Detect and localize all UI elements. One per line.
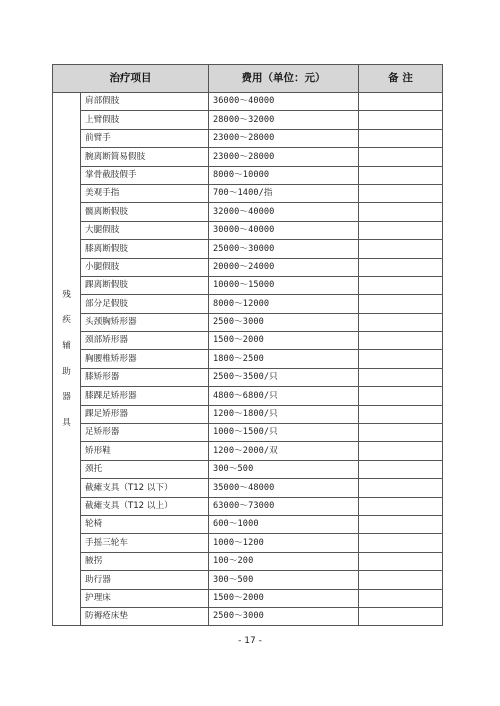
fee-cell: 2500～3000	[209, 313, 359, 331]
item-cell: 美观手指	[81, 184, 209, 202]
note-cell	[359, 129, 443, 147]
fee-table	[52, 64, 443, 626]
fee-cell: 20000～24000	[209, 258, 359, 276]
table-row	[53, 221, 443, 239]
item-cell: 腋拐	[81, 552, 209, 570]
note-cell	[359, 221, 443, 239]
fee-cell: 1000～1500/只	[209, 424, 359, 442]
item-cell: 踝离断假肢	[81, 276, 209, 294]
category-char: 辅	[62, 341, 71, 352]
item-cell: 颈部矫形器	[81, 332, 209, 350]
item-cell: 头颈胸矫形器	[81, 313, 209, 331]
fee-cell: 300～500	[209, 571, 359, 589]
note-cell	[359, 460, 443, 478]
fee-cell: 1000～1200	[209, 534, 359, 552]
note-cell	[359, 368, 443, 386]
note-cell	[359, 276, 443, 294]
item-cell: 肩部假肢	[81, 93, 209, 111]
table-header-row	[53, 65, 443, 93]
table-row	[53, 276, 443, 294]
note-cell	[359, 552, 443, 570]
fee-cell: 10000～15000	[209, 276, 359, 294]
fee-cell: 4800～6800/只	[209, 387, 359, 405]
note-cell	[359, 166, 443, 184]
item-cell: 手摇三轮车	[81, 534, 209, 552]
fee-cell: 100～200	[209, 552, 359, 570]
fee-cell: 1500～2000	[209, 589, 359, 607]
item-cell: 踝足矫形器	[81, 405, 209, 423]
table-row	[53, 258, 443, 276]
table-row	[53, 350, 443, 368]
note-cell	[359, 405, 443, 423]
note-cell	[359, 424, 443, 442]
item-cell: 髋离断假肢	[81, 203, 209, 221]
note-cell	[359, 258, 443, 276]
category-cell	[53, 93, 81, 626]
note-cell	[359, 313, 443, 331]
item-cell: 足矫形器	[81, 424, 209, 442]
item-cell: 截瘫支具（T12 以下）	[81, 479, 209, 497]
table-row	[53, 460, 443, 478]
page-number: - 17 -	[238, 636, 262, 646]
fee-cell: 8000～12000	[209, 295, 359, 313]
note-cell	[359, 203, 443, 221]
table-row	[53, 387, 443, 405]
fee-cell: 1200～2000/双	[209, 442, 359, 460]
item-cell: 腕离断简易假肢	[81, 148, 209, 166]
table-row	[53, 332, 443, 350]
table-row	[53, 424, 443, 442]
item-cell: 大腿假肢	[81, 221, 209, 239]
table-row	[53, 166, 443, 184]
fee-cell: 25000～30000	[209, 240, 359, 258]
table-body	[53, 93, 443, 626]
fee-cell: 2500～3500/只	[209, 368, 359, 386]
note-cell	[359, 240, 443, 258]
fee-cell: 63000～73000	[209, 497, 359, 515]
note-cell	[359, 589, 443, 607]
table-row	[53, 479, 443, 497]
table-row	[53, 129, 443, 147]
note-cell	[359, 607, 443, 625]
table-row	[53, 589, 443, 607]
item-cell: 小腿假肢	[81, 258, 209, 276]
item-cell: 掌骨截肢假手	[81, 166, 209, 184]
category-char: 器	[62, 392, 71, 403]
header-note: 备 注	[359, 65, 443, 93]
note-cell	[359, 93, 443, 111]
category-char: 助	[62, 366, 71, 377]
fee-cell: 36000～40000	[209, 93, 359, 111]
note-cell	[359, 534, 443, 552]
note-cell	[359, 332, 443, 350]
table-row	[53, 571, 443, 589]
table-row	[53, 442, 443, 460]
category-char: 疾	[62, 315, 71, 326]
fee-cell: 23000～28000	[209, 148, 359, 166]
note-cell	[359, 295, 443, 313]
note-cell	[359, 571, 443, 589]
item-cell: 颈托	[81, 460, 209, 478]
note-cell	[359, 184, 443, 202]
fee-cell: 1500～2000	[209, 332, 359, 350]
note-cell	[359, 515, 443, 533]
fee-cell: 1800～2500	[209, 350, 359, 368]
table-row	[53, 534, 443, 552]
item-cell: 前臂手	[81, 129, 209, 147]
header-fee: 费用（单位：元）	[209, 65, 359, 93]
table-row	[53, 497, 443, 515]
item-cell: 膝矫形器	[81, 368, 209, 386]
table-row	[53, 93, 443, 111]
fee-cell: 28000～32000	[209, 111, 359, 129]
fee-cell: 2500～3000	[209, 607, 359, 625]
table-row	[53, 203, 443, 221]
item-cell: 部分足假肢	[81, 295, 209, 313]
table-row	[53, 184, 443, 202]
item-cell: 矫形鞋	[81, 442, 209, 460]
table-row	[53, 405, 443, 423]
fee-cell: 23000～28000	[209, 129, 359, 147]
item-cell: 膝离断假肢	[81, 240, 209, 258]
table-row	[53, 552, 443, 570]
fee-cell: 8000～10000	[209, 166, 359, 184]
fee-cell: 35000～48000	[209, 479, 359, 497]
item-cell: 轮椅	[81, 515, 209, 533]
item-cell: 胸腰椎矫形器	[81, 350, 209, 368]
table-row	[53, 368, 443, 386]
fee-cell: 700～1400/指	[209, 184, 359, 202]
table-row	[53, 111, 443, 129]
category-char: 残	[62, 289, 71, 300]
fee-cell: 600～1000	[209, 515, 359, 533]
note-cell	[359, 497, 443, 515]
header-item: 治疗项目	[53, 65, 209, 93]
item-cell: 上臂假肢	[81, 111, 209, 129]
item-cell: 助行器	[81, 571, 209, 589]
item-cell: 膝踝足矫形器	[81, 387, 209, 405]
table-row	[53, 607, 443, 625]
note-cell	[359, 387, 443, 405]
table-row	[53, 515, 443, 533]
note-cell	[359, 350, 443, 368]
table-row	[53, 295, 443, 313]
fee-cell: 300～500	[209, 460, 359, 478]
fee-cell: 32000～40000	[209, 203, 359, 221]
note-cell	[359, 479, 443, 497]
note-cell	[359, 442, 443, 460]
note-cell	[359, 111, 443, 129]
table-row	[53, 240, 443, 258]
table-row	[53, 148, 443, 166]
table-row	[53, 313, 443, 331]
note-cell	[359, 148, 443, 166]
item-cell: 护理床	[81, 589, 209, 607]
item-cell: 防褥疮床垫	[81, 607, 209, 625]
category-char: 具	[62, 417, 71, 428]
fee-cell: 1200～1800/只	[209, 405, 359, 423]
item-cell: 截瘫支具（T12 以上）	[81, 497, 209, 515]
fee-cell: 30000～40000	[209, 221, 359, 239]
